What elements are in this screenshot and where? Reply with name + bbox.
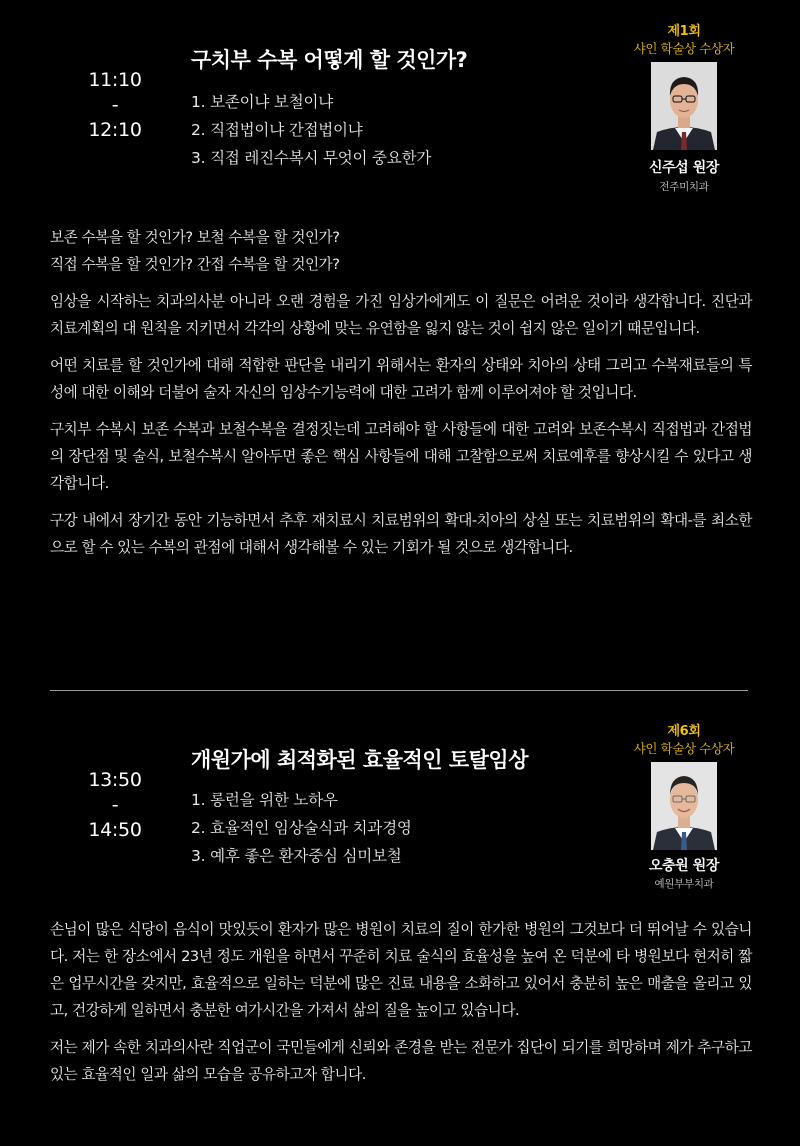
topic-list (191, 88, 431, 172)
session-title: 개원가에 최적화된 효율적인 토탈임상 (191, 748, 529, 772)
topic-list (191, 786, 412, 870)
speaker-clinic: 예원부부치과 (654, 878, 714, 890)
session-description (50, 224, 752, 571)
time-separator: - (111, 94, 119, 116)
session-description (50, 916, 752, 1098)
award-label (610, 23, 758, 57)
speaker-clinic: 전주미치과 (659, 181, 709, 193)
speaker-name: 오충원 원장 (648, 858, 720, 874)
topic-item: 3. 예후 좋은 환자중심 심미보철 (191, 847, 402, 865)
description-paragraph: 구치부 수복시 보존 수복과 보철수복을 결정짓는데 고려해야 할 사항들에 대한 고려와 보존수복시 직접법과 간접법의 장단점 및 술식, 보철수복시 알아두면 좋은 핵심 사항들에 대해 고찰함으로써 치료예후를 향상시킬 수 있다고 생각합니다. (50, 421, 752, 492)
description-paragraph: 보존 수복을 할 것인가? 보철 수복을 할 것인가? 직접 수복을 할 것인가? 간접 수복을 할 것인가? (50, 229, 340, 273)
time-end: 14:50 (88, 819, 142, 841)
speaker-name: 신주섭 원장 (648, 160, 720, 176)
session-time (72, 768, 158, 843)
topic-item: 1. 보존이냐 보철이냐 (191, 93, 334, 111)
time-start: 11:10 (88, 69, 142, 91)
award-label (610, 723, 758, 757)
award-name: 샤인 학술상 수상자 (633, 41, 735, 56)
time-end: 12:10 (88, 119, 142, 141)
session-2 (0, 700, 800, 1146)
section-divider (50, 690, 748, 691)
description-paragraph: 저는 제가 속한 치과의사란 직업군이 국민들에게 신뢰와 존경을 받는 전문가 집단이 되기를 희망하며 제가 추구하고 있는 효율적인 일과 삶의 모습을 공유하고자 합니다. (50, 1039, 752, 1083)
award-round: 제1회 (667, 24, 701, 39)
topic-item: 1. 롱런을 위한 노하우 (191, 791, 338, 809)
speaker-photo (651, 762, 717, 850)
award-name: 샤인 학술상 수상자 (633, 741, 735, 756)
topic-item: 3. 직접 레진수복시 무엇이 중요한가 (191, 149, 432, 167)
description-paragraph: 손님이 많은 식당이 음식이 맛있듯이 환자가 많은 병원이 치료의 질이 한가한 병원의 그것보다 더 뛰어날 수 있습니다. 저는 한 장소에서 23년 정도 개원을 하면서 꾸준히 치료 술식의 효율성을 높여 온 덕분에 타 병원보다 현저히 짧은 업무시간을 갖지만, 효율적으로 일하는 덕분에 많은 진료 내용을 소화하고 있어서 충분히 높은 매출을 올리고 있고, 건강하게 일하면서 충분한 여가시간을 가져서 삶의 질을 높이고 있습니다. (50, 921, 752, 1019)
speaker-photo (651, 62, 717, 150)
time-start: 13:50 (88, 769, 142, 791)
award-round: 제6회 (667, 724, 701, 739)
time-separator: - (111, 794, 119, 816)
speaker-portrait (651, 762, 717, 850)
description-paragraph: 임상을 시작하는 치과의사분 아니라 오랜 경험을 가진 임상가에게도 이 질문은 어려운 것이라 생각합니다. 진단과 치료계획의 대 원칙을 지키면서 각각의 상황에 맞는 유연함을 잃지 않는 것이 쉽지 않은 일이기 때문입니다. (50, 293, 752, 337)
description-paragraph: 구강 내에서 장기간 동안 기능하면서 추후 재치료시 치료범위의 확대-치아의 상실 또는 치료범위의 확대-를 최소한으로 할 수 있는 수복의 관점에 대해서 생각해볼 수 있는 기회가 될 것으로 생각합니다. (50, 512, 752, 556)
description-paragraph: 어떤 치료를 할 것인가에 대해 적합한 판단을 내리기 위해서는 환자의 상태와 치아의 상태 그리고 수복재료들의 특성에 대한 이해와 더불어 술자 자신의 임상수기능력에 대한 고려가 함께 이루어져야 할 것입니다. (50, 357, 752, 401)
session-time (72, 68, 158, 143)
topic-item: 2. 효율적인 임상술식과 치과경영 (191, 819, 412, 837)
speaker-portrait (651, 62, 717, 150)
session-title: 구치부 수복 어떻게 할 것인가? (191, 48, 468, 72)
topic-item: 2. 직접법이냐 간접법이냐 (191, 121, 363, 139)
